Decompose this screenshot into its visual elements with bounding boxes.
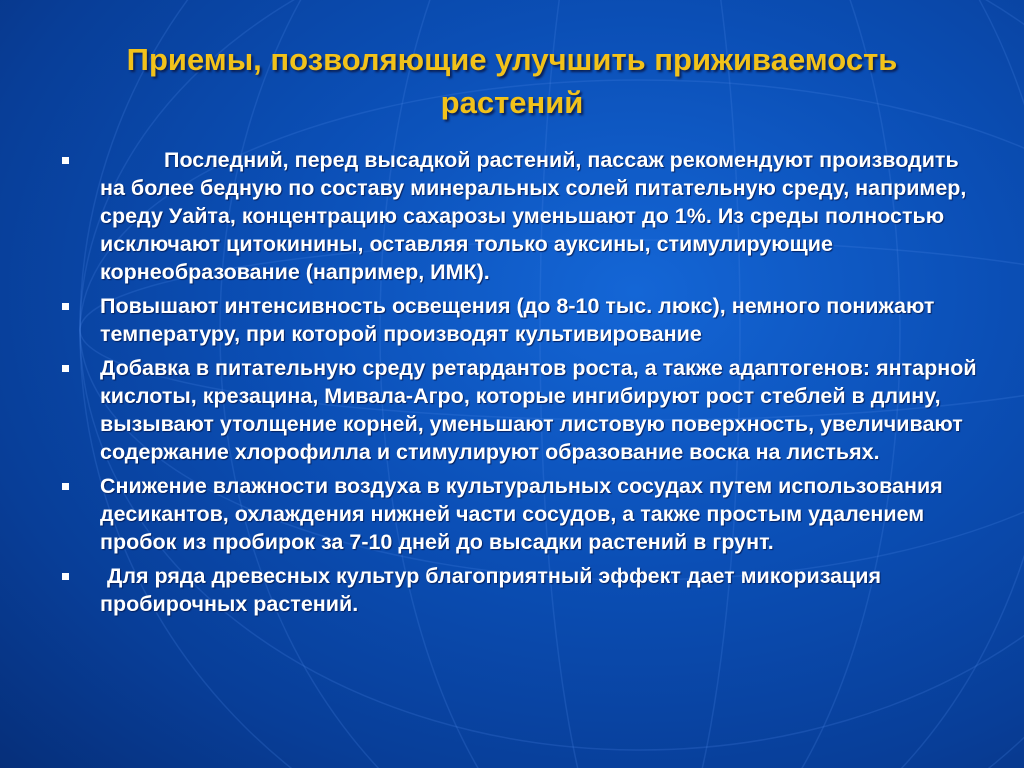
square-bullet-icon bbox=[62, 157, 69, 164]
square-bullet-icon bbox=[62, 483, 69, 490]
list-item-text: Повышают интенсивность освещения (до 8-10 тыс. люкс), немного понижают температуру, при которой производят культивирование bbox=[100, 294, 935, 346]
list-item-text: Добавка в питательную среду ретардантов роста, а также адаптогенов: янтарной кислоты, крезацина, Мивала-Агро, которые ингибируют рост стеблей в длину, вызывают утолщение корней, уменьшают листовую поверхность, увеличивают содержание хлорофилла и стимулируют образование воска на листьях. bbox=[100, 356, 977, 464]
list-item bbox=[62, 562, 982, 618]
list-item bbox=[62, 472, 982, 556]
square-bullet-icon bbox=[62, 365, 69, 372]
square-bullet-icon bbox=[62, 303, 69, 310]
list-item-text: Для ряда древесных культур благоприятный эффект дает микоризация пробирочных растений. bbox=[100, 564, 882, 616]
list-item-text: Последний, перед высадкой растений, пассаж рекомендуют производить на более бедную по составу минеральных солей питательную среду, например, среду Уайта, концентрацию сахарозы уменьшают до 1%. Из среды полностью исключают цитокинины, оставляя только ауксины, стимулирующие корнеобразование (например, ИМК). bbox=[100, 148, 967, 284]
square-bullet-icon bbox=[62, 573, 69, 580]
list-item bbox=[62, 292, 982, 348]
list-item-text: Снижение влажности воздуха в культуральных сосудах путем использования десикантов, охлаждения нижней части сосудов, а также простым удалением пробок из пробирок за 7-10 дней до высадки растений в грунт. bbox=[100, 474, 943, 554]
list-item bbox=[62, 146, 982, 286]
bullet-list bbox=[62, 146, 982, 624]
list-item bbox=[62, 354, 982, 466]
slide-title: Приемы, позволяющие улучшить приживаемость растений bbox=[126, 42, 898, 120]
